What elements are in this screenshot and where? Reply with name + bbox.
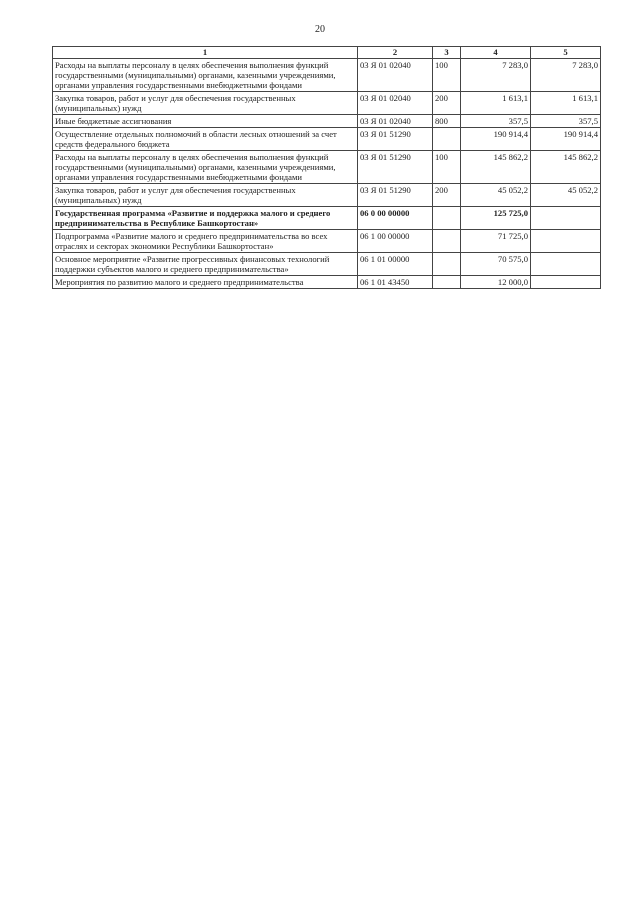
row-value-cell: 145 862,2 <box>531 151 601 184</box>
row-value-cell: 145 862,2 <box>461 151 531 184</box>
table-body <box>53 59 601 289</box>
row-name-cell: Закупка товаров, работ и услуг для обеспечения государственных (муниципальных) нужд <box>53 92 358 115</box>
table-row <box>53 92 601 115</box>
row-value-cell: 125 725,0 <box>461 207 531 230</box>
row-type-cell: 200 <box>433 184 461 207</box>
row-type-cell <box>433 276 461 289</box>
row-code-cell: 06 1 01 00000 <box>358 253 433 276</box>
row-name-cell: Расходы на выплаты персоналу в целях обеспечения выполнения функций государственными (муниципальными) органами, казенными учреждениями, органами управления государственными внебюджетными фондами <box>53 59 358 92</box>
row-name-cell: Мероприятия по развитию малого и среднего предпринимательства <box>53 276 358 289</box>
row-code-cell: 03 Я 01 02040 <box>358 59 433 92</box>
column-header: 2 <box>358 47 433 59</box>
row-code-cell: 03 Я 01 51290 <box>358 128 433 151</box>
column-header: 5 <box>531 47 601 59</box>
table-row <box>53 151 601 184</box>
row-type-cell <box>433 207 461 230</box>
row-code-cell: 03 Я 01 02040 <box>358 115 433 128</box>
row-value-cell: 190 914,4 <box>531 128 601 151</box>
row-type-cell: 100 <box>433 151 461 184</box>
table-row <box>53 207 601 230</box>
table-row <box>53 230 601 253</box>
row-name-cell: Иные бюджетные ассигнования <box>53 115 358 128</box>
row-value-cell: 70 575,0 <box>461 253 531 276</box>
row-value-cell: 1 613,1 <box>461 92 531 115</box>
row-code-cell: 03 Я 01 51290 <box>358 184 433 207</box>
row-value-cell: 190 914,4 <box>461 128 531 151</box>
row-code-cell: 03 Я 01 51290 <box>358 151 433 184</box>
row-value-cell: 7 283,0 <box>461 59 531 92</box>
page-number: 20 <box>315 24 325 35</box>
table-row <box>53 253 601 276</box>
row-value-cell <box>531 253 601 276</box>
row-type-cell: 200 <box>433 92 461 115</box>
table-row <box>53 128 601 151</box>
row-type-cell: 100 <box>433 59 461 92</box>
row-name-cell: Государственная программа «Развитие и поддержка малого и среднего предпринимательства в Республике Башкортостан» <box>53 207 358 230</box>
row-type-cell <box>433 253 461 276</box>
row-name-cell: Расходы на выплаты персоналу в целях обеспечения выполнения функций государственными (муниципальными) органами, казенными учреждениями, органами управления государственными внебюджетными фондами <box>53 151 358 184</box>
row-code-cell: 06 1 01 43450 <box>358 276 433 289</box>
row-value-cell: 357,5 <box>531 115 601 128</box>
row-value-cell: 45 052,2 <box>531 184 601 207</box>
row-code-cell: 06 1 00 00000 <box>358 230 433 253</box>
row-name-cell: Подпрограмма «Развитие малого и среднего предпринимательства во всех отраслях и секторах экономики Республики Башкортостан» <box>53 230 358 253</box>
row-value-cell: 45 052,2 <box>461 184 531 207</box>
row-value-cell: 1 613,1 <box>531 92 601 115</box>
row-value-cell <box>531 207 601 230</box>
row-name-cell: Основное мероприятие «Развитие прогрессивных финансовых технологий поддержки субъектов малого и среднего предпринимательства» <box>53 253 358 276</box>
row-type-cell <box>433 230 461 253</box>
table-row <box>53 276 601 289</box>
column-header: 3 <box>433 47 461 59</box>
table-row <box>53 184 601 207</box>
row-value-cell: 12 000,0 <box>461 276 531 289</box>
table-row <box>53 59 601 92</box>
row-value-cell <box>531 230 601 253</box>
column-header: 1 <box>53 47 358 59</box>
row-code-cell: 03 Я 01 02040 <box>358 92 433 115</box>
budget-table <box>52 46 601 289</box>
table-row <box>53 115 601 128</box>
row-name-cell: Закупка товаров, работ и услуг для обеспечения государственных (муниципальных) нужд <box>53 184 358 207</box>
row-value-cell <box>531 276 601 289</box>
column-header: 4 <box>461 47 531 59</box>
row-value-cell: 357,5 <box>461 115 531 128</box>
row-type-cell <box>433 128 461 151</box>
row-type-cell: 800 <box>433 115 461 128</box>
row-value-cell: 71 725,0 <box>461 230 531 253</box>
row-code-cell: 06 0 00 00000 <box>358 207 433 230</box>
row-name-cell: Осуществление отдельных полномочий в области лесных отношений за счет средств федерального бюджета <box>53 128 358 151</box>
row-value-cell: 7 283,0 <box>531 59 601 92</box>
table-header-row <box>53 47 601 59</box>
